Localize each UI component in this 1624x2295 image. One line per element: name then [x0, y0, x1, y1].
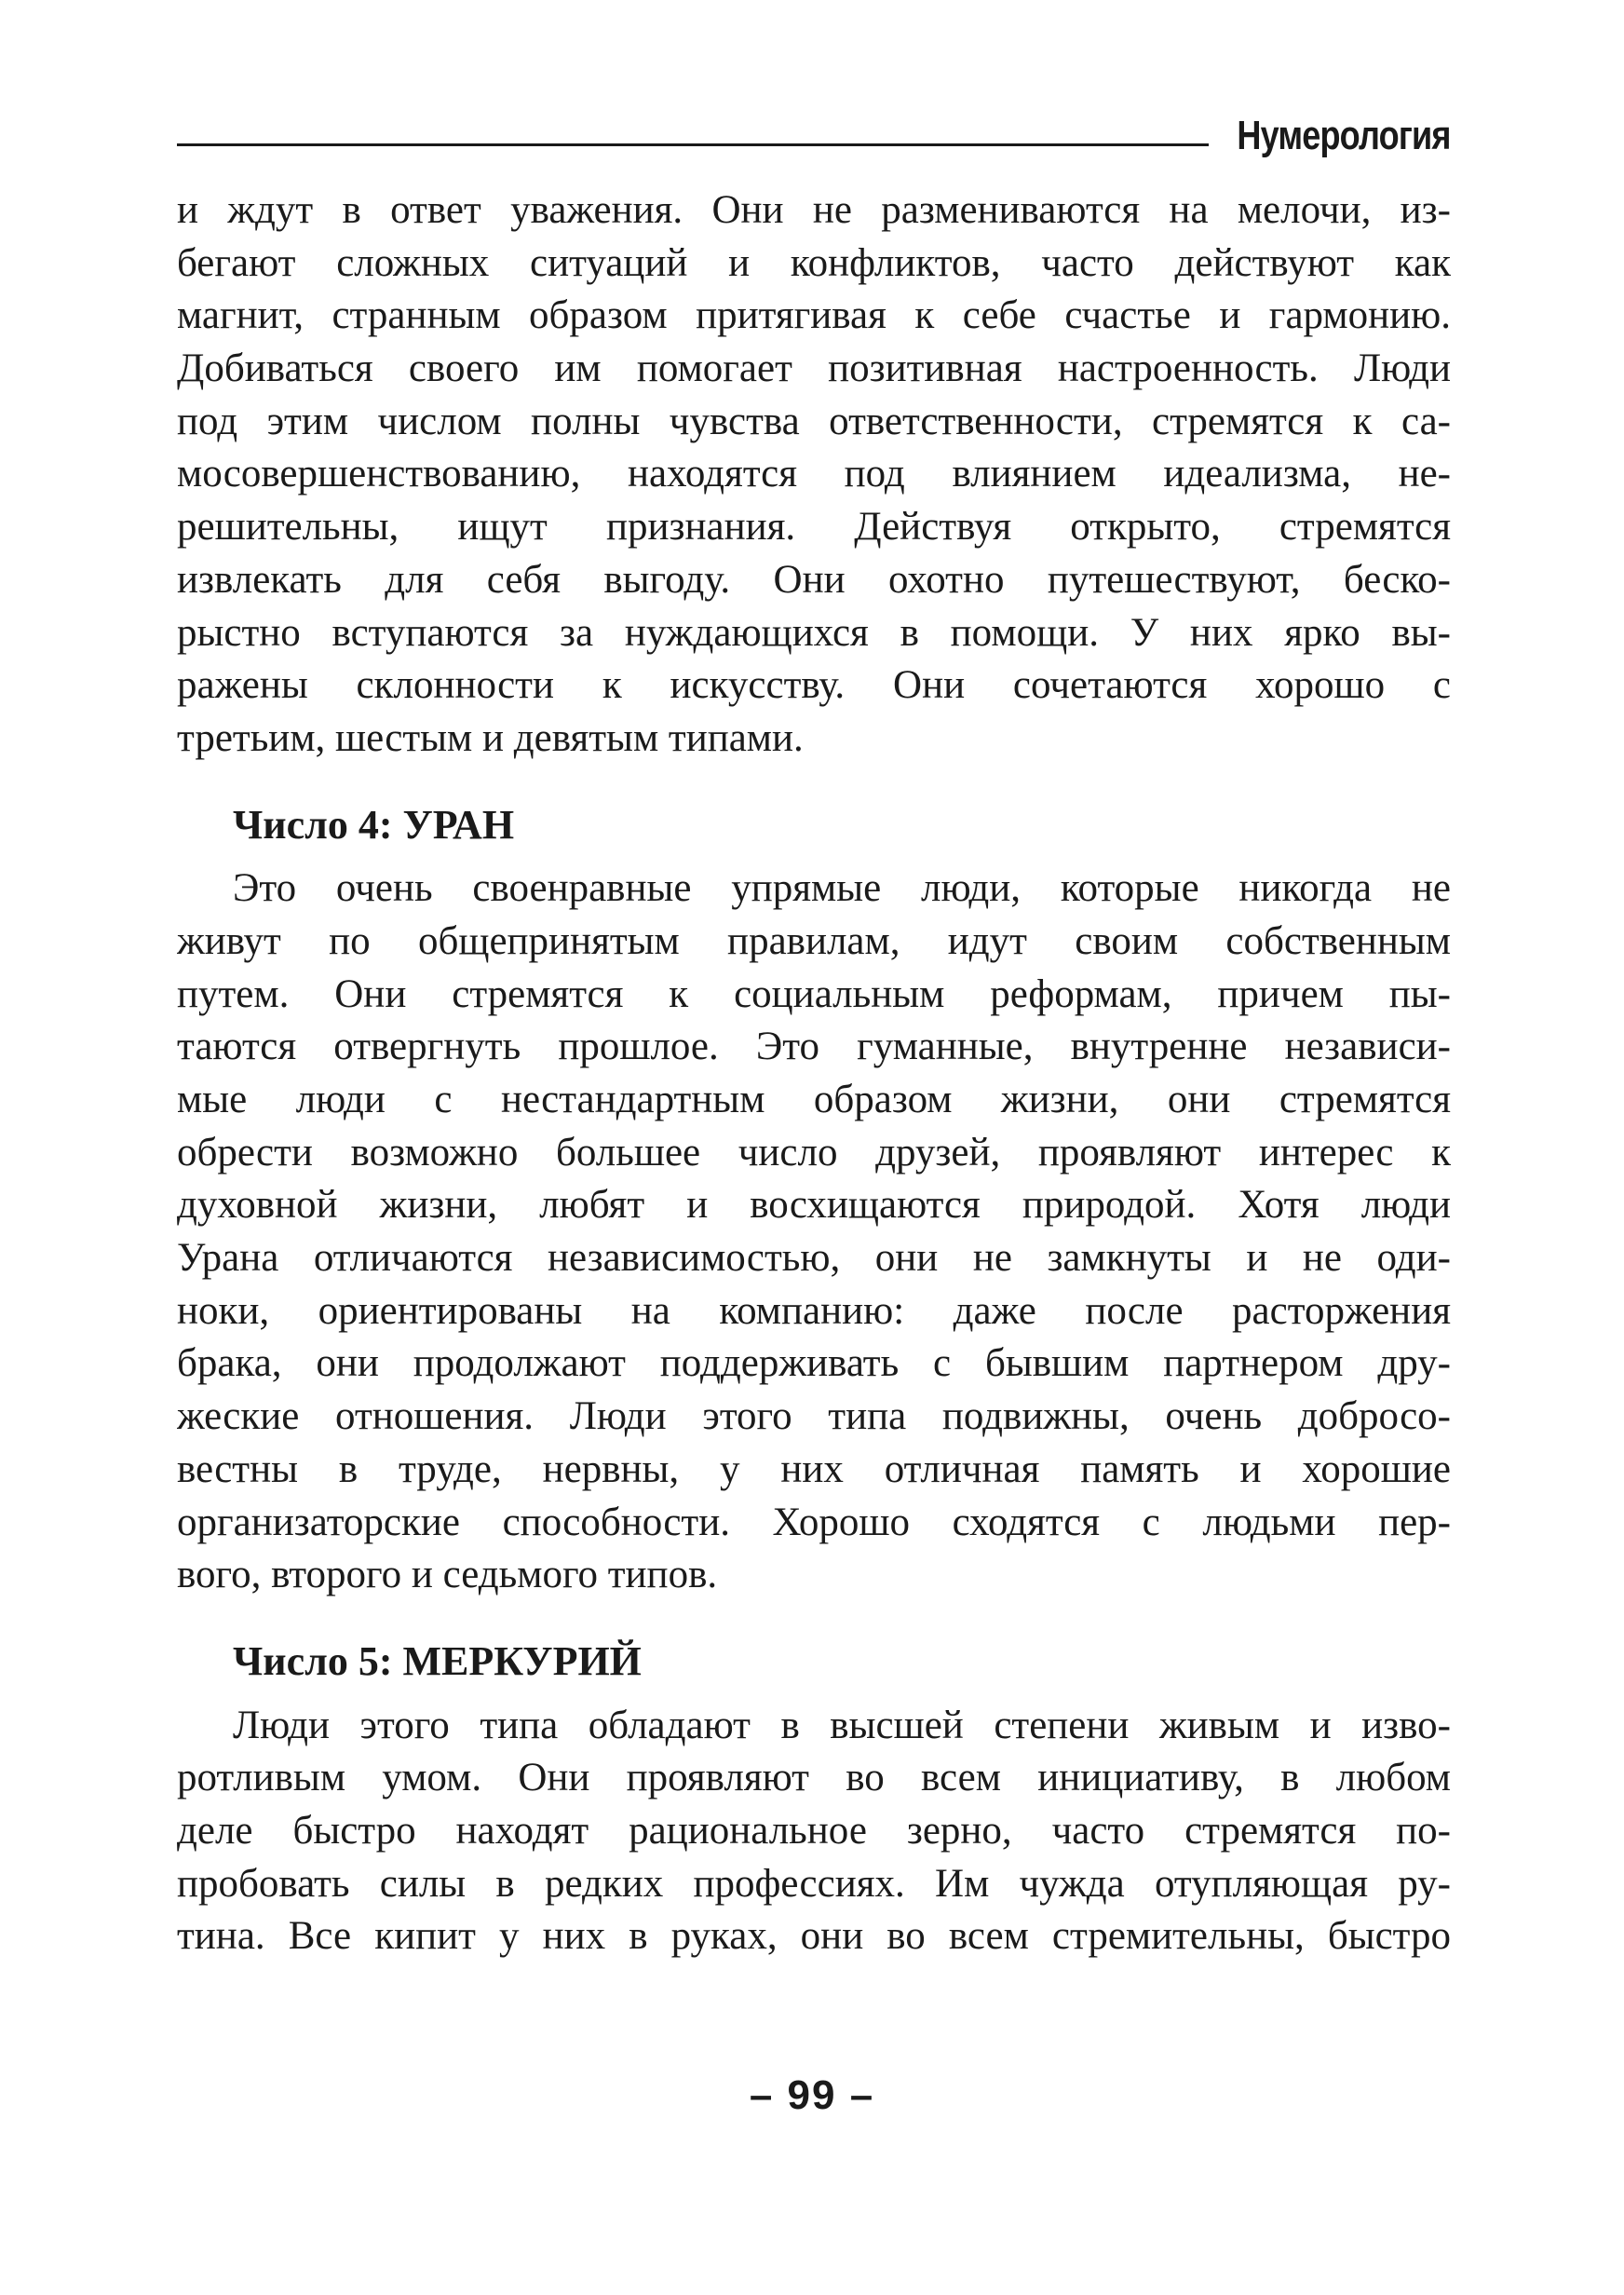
text-line: ражены склонности к искусству. Они сочетаются хорошо с [177, 663, 1451, 708]
page-number: – 99 – [749, 2072, 875, 2118]
text-line: живут по общепринятым правилам, идут своим собственным [177, 918, 1451, 963]
text-line: брака, они продолжают поддерживать с бывшим партнером дру- [177, 1341, 1451, 1386]
text-line: обрести возможно большее число друзей, проявляют интерес к [177, 1130, 1451, 1175]
text-line: вестны в труде, нервны, у них отличная память и хорошие [177, 1446, 1451, 1491]
heading-gap [177, 851, 1451, 862]
running-header-title: Нумерология [1237, 113, 1451, 158]
text-line: решительны, ищут признания. Действуя открыто, стремятся [177, 505, 1451, 550]
text-line: деле быстро находят рациональное зерно, часто стремятся по- [177, 1808, 1451, 1853]
body-text [177, 184, 1451, 1963]
text-line: Урана отличаются независимостью, они не замкнуты и не оди- [177, 1236, 1451, 1281]
text-line: магнит, странным образом притягивая к себе счастье и гармонию. [177, 293, 1451, 338]
heading-gap [177, 1689, 1451, 1700]
text-line: Добиваться своего им помогает позитивная настроенность. Люди [177, 346, 1451, 391]
text-line: третьим, шестым и девятым типами. [177, 715, 804, 760]
text-line: ноки, ориентированы на компанию: даже после расторжения [177, 1288, 1451, 1333]
text-line: тина. Все кипит у них в руках, они во всем стремительны, быстро [177, 1914, 1451, 1959]
text-line: под этим числом полны чувства ответственности, стремятся к са- [177, 399, 1451, 443]
section-heading: Число 4: УРАН [233, 801, 515, 848]
text-line: путем. Они стремятся к социальным реформам, причем пы- [177, 971, 1451, 1016]
text-line: таются отвергнуть прошлое. Это гуманные, внутренне независи- [177, 1025, 1451, 1069]
paragraph-intro [177, 184, 1451, 766]
text-line: бегают сложных ситуаций и конфликтов, часто действуют как [177, 240, 1451, 285]
text-line: Люди этого типа обладают в высшей степени живым и изво- [233, 1703, 1451, 1747]
text-line: ротливым умом. Они проявляют во всем инициативу, в любом [177, 1756, 1451, 1800]
text-line: мосовершенствованию, находятся под влиянием идеализма, не- [177, 452, 1451, 496]
text-line: вого, второго и седьмого типов. [177, 1553, 718, 1597]
section-number-4 [177, 799, 1451, 1602]
text-line: Это очень своенравные упрямые люди, которые никогда не [233, 866, 1451, 911]
section-gap [177, 766, 1451, 799]
running-header [177, 110, 1451, 166]
section-gap [177, 1602, 1451, 1636]
text-line: духовной жизни, любят и восхищаются природой. Хотя люди [177, 1183, 1451, 1228]
text-line: извлекать для себя выгоду. Они охотно путешествуют, беско- [177, 557, 1451, 602]
section-heading: Число 5: МЕРКУРИЙ [233, 1637, 642, 1684]
text-line: организаторские способности. Хорошо сходятся с людьми пер- [177, 1500, 1451, 1544]
text-line: жеские отношения. Люди этого типа подвижны, очень добросо- [177, 1394, 1451, 1439]
section-number-5 [177, 1636, 1451, 1963]
text-line: и ждут в ответ уважения. Они не размениваются на мелочи, из- [177, 188, 1451, 232]
text-line: пробовать силы в редких профессиях. Им чужда отупляющая ру- [177, 1861, 1451, 1906]
header-rule [177, 143, 1209, 146]
text-line: рыстно вступаются за нуждающихся в помощи. У них ярко вы- [177, 610, 1451, 655]
text-line: мые люди с нестандартным образом жизни, они стремятся [177, 1078, 1451, 1121]
